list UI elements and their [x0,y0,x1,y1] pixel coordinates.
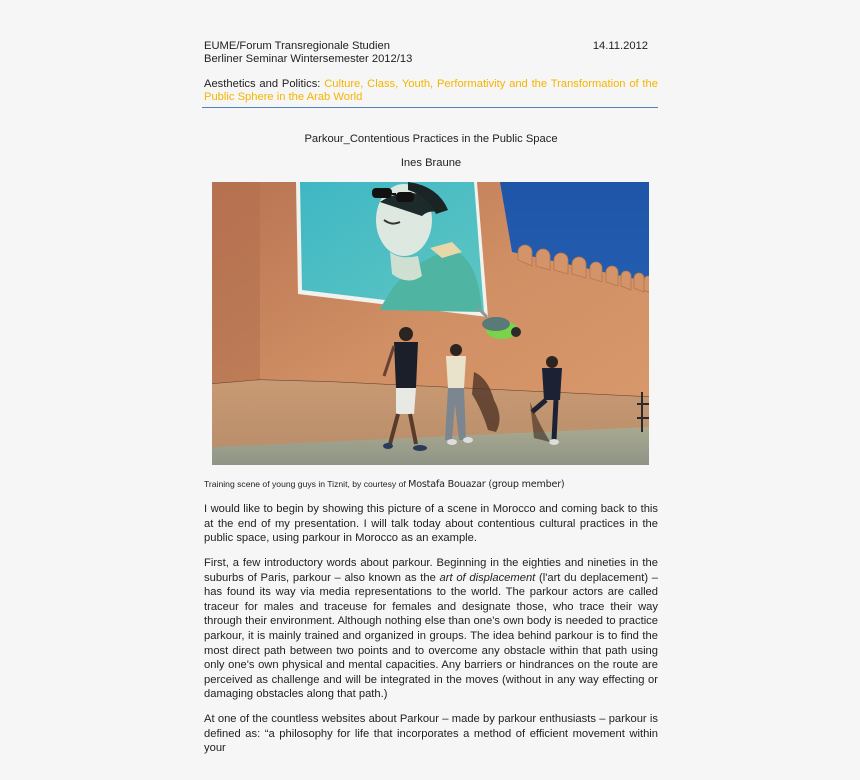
course-heading [204,78,658,104]
header-institution: EUME/Forum Transregionale Studien [204,40,390,52]
course-title: Culture, Class, Youth, Performativity and the Transformation of the Public Sphere in the Arab World [204,78,658,103]
header-seminar: Berliner Seminar Wintersemester 2012/13 [204,53,413,65]
caption-text: Training scene of young guys in Tiznit, by courtesy of [204,479,406,489]
paragraph-emphasis: art of displacement [439,571,536,584]
header-date: 14.11.2012 [592,40,648,52]
paragraph-intro: I would like to begin by showing this picture of a scene in Morocco and coming back to this at the end of my presentation. I will talk today about contentious cultural practices in the public space, using parkour in Morocco as an example. [204,503,658,545]
caption-credit: Mostafa Bouazar (group member) [408,479,565,490]
document-author: Ines Braune [400,157,462,169]
course-label: Aesthetics and Politics: [204,78,321,90]
parkour-photo [212,182,649,465]
header-divider [202,107,658,108]
paragraph-parkour-definition [204,556,658,702]
document-title: Parkour_Contentious Practices in the Public Space [304,133,558,145]
paragraph-text-after: (l'art du deplacement) – has found its way via media representations to the world. The parkour actors are called traceur for males and traceuse for females and designate those, who trace their way through their environment. Although nothing else than one's own body is needed to practice parkour, it is mainly trained and organized in groups. The idea behind parkour is to find the most direct path between two points and to overcome any obstacle within that path using only one's own physical and mental capacities. Any barriers or hindrances on the route are perceived as challenge and will be integrated in the moves (without in any way effecting or damaging obstacles along that path.) [204,571,658,701]
paragraph-website-quote: At one of the countless websites about Parkour – made by parkour enthusiasts – parkour is defined as: “a philosophy for life that incorporates a method of efficient movement within your [204,713,658,755]
paragraph-text-before: First, a few introductory words about parkour. Beginning in the eighties and nineties in the suburbs of Paris, parkour – also known as the [204,557,658,584]
figure-caption [204,479,564,490]
